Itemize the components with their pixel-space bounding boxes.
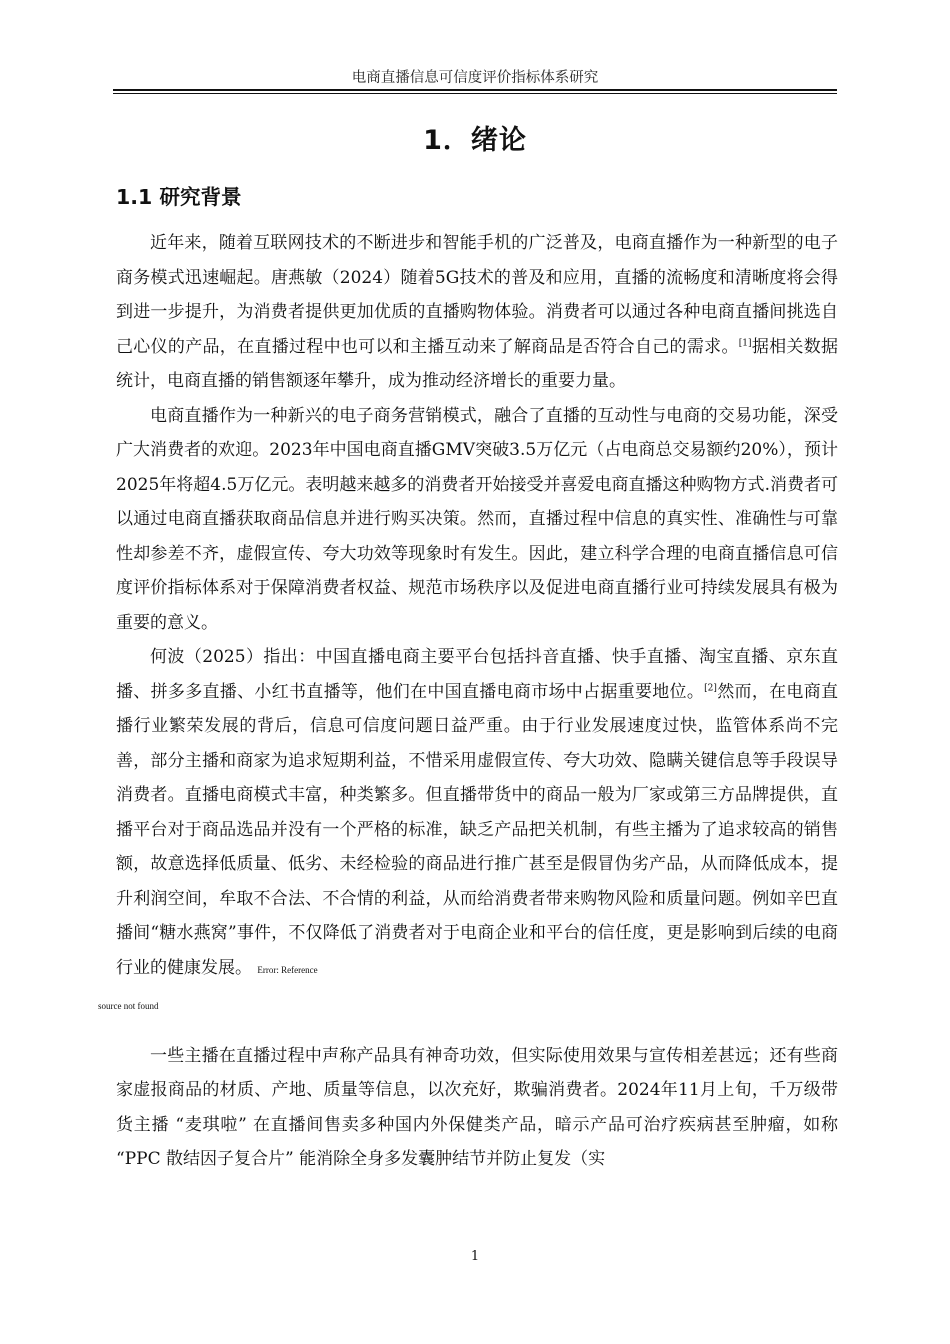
header-rule-thin: [113, 93, 837, 94]
paragraph-3: [98, 640, 839, 1024]
body-text: [98, 226, 839, 1177]
page-number: 1: [470, 1249, 480, 1264]
citation-1: [1]: [738, 337, 752, 348]
reference-error-note: Error: Reference: [257, 964, 318, 975]
paragraph-3-text-b: 然而，在电商直播行业繁荣发展的背后，信息可信度问题日益严重。由于行业发展速度过快，监管体系尚不完善，部分主播和商家为追求短期利益，不惜采用虚假宣传、夸大功效、隐瞒关键信息等手段误导消费者。直播电商模式丰富，种类繁多。但直播带货中的商品一般为厂家或第三方品牌提供，直播平台对于商品选品并没有一个严格的标准，缺乏产品把关机制，有些主播为了追求较高的销售额，故意选择低质量、低劣、未经检验的商品进行推广甚至是假冒伪劣产品，从而降低成本，提升利润空间，牟取不合法、不合情的利益，从而给消费者带来购物风险和质量问题。例如辛巴直播间“糖水燕窝”事件，不仅降低了消费者对于电商企业和平台的信任度，更是影响到后续的电商行业的健康发展。: [116, 681, 839, 978]
reference-error-note-cont: source not found: [98, 1001, 159, 1011]
header-rule-thick: [113, 89, 837, 91]
paragraph-3-text-a: 何波（2025）指出：中国直播电商主要平台包括抖音直播、快手直播、淘宝直播、京东直播、拼多多直播、小红书直播等，他们在中国直播电商市场中占据重要地位。: [116, 647, 838, 702]
citation-2: [2]: [704, 682, 717, 693]
paragraph-gap: [116, 1024, 838, 1039]
running-header: 电商直播信息可信度评价指标体系研究: [351, 70, 599, 86]
section-title: 1.1 研究背景: [116, 185, 242, 209]
paragraph-1: [116, 226, 838, 399]
paragraph-4: 一些主播在直播过程中声称产品具有神奇功效，但实际使用效果与宣传相差甚远；还有些商家虚报商品的材质、产地、质量等信息，以次充好，欺骗消费者。2024年11月上旬，千万级带货主播 “麦琪啦” 在直播间售卖多种国内外保健类产品，暗示产品可治疗疾病甚至肿瘤，如称 “PPC 散结因子复合片” 能消除全身多发囊肿结节并防止复发（实: [116, 1045, 838, 1169]
paragraph-2: 电商直播作为一种新兴的电子商务营销模式，融合了直播的互动性与电商的交易功能，深受广大消费者的欢迎。2023年中国电商直播GMV突破3.5万亿元（占电商总交易额约20%），预计2025年将超4.5万亿元。表明越来越多的消费者开始接受并喜爱电商直播这种购物方式.消费者可以通过电商直播获取商品信息并进行购买决策。然而，直播过程中信息的真实性、准确性与可靠性却参差不齐，虚假宣传、夸大功效等现象时有发生。因此，建立科学合理的电商直播信息可信度评价指标体系对于保障消费者权益、规范市场秩序以及促进电商直播行业可持续发展具有极为重要的意义。: [116, 405, 838, 633]
paragraph-1-text-a: 近年来，随着互联网技术的不断进步和智能手机的广泛普及，电商直播作为一种新型的电子商务模式迅速崛起。唐燕敏（2024）随着5G技术的普及和应用，直播的流畅度和清晰度将会得到进一步提升，为消费者提供更加优质的直播购物体验。消费者可以通过各种电商直播间挑选自己心仪的产品，在直播过程中也可以和主播互动来了解商品是否符合自己的需求。: [116, 233, 838, 357]
paragraph-1-text-b: 据相关数据统计，电商直播的销售额逐年攀升，成为推动经济增长的重要力量。: [116, 336, 839, 391]
chapter-title: 1．绪论: [423, 125, 527, 156]
